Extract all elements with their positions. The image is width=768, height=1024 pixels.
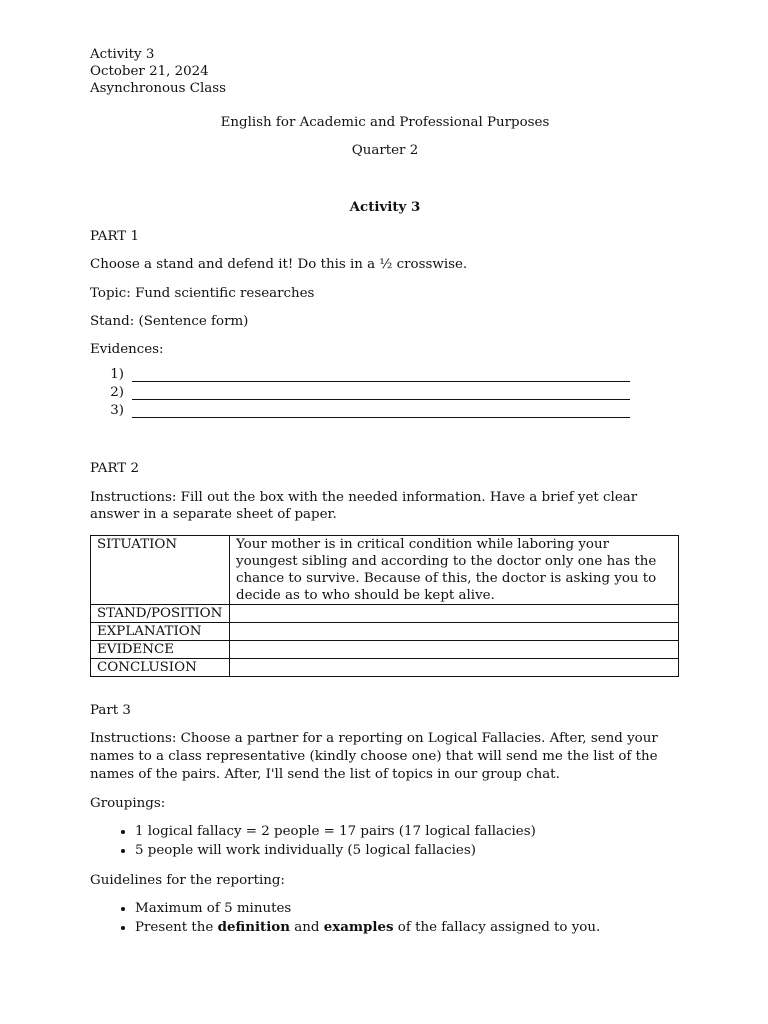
list-item: • 5 people will work individually (5 logical fallacies) [135,841,725,860]
guideline-text: and [289,920,324,935]
groupings-list [90,822,725,860]
quarter-label: Quarter 2 [351,143,419,158]
part3-heading: Part 3 [90,703,131,718]
part1-stand: Stand: (Sentence form) [90,314,249,329]
table-row [91,623,679,641]
part3-instructions: Instructions: Choose a partner for a reporting on Logical Fallacies. After, send your names to a class representative (kindly choose one) that will send me the list of the names of the pairs. After, I'll send the list of topics in our group chat. [90,731,658,782]
evidence-blank-row [90,364,680,382]
table-label-cell: EVIDENCE [91,641,230,659]
table-label-cell: STAND/POSITION [91,605,230,623]
course-title: English for Academic and Professional Purposes [220,115,550,130]
guideline-text: of the fallacy assigned to you. [393,920,601,935]
class-type-label: Asynchronous Class [90,81,227,96]
part2-heading: PART 2 [90,461,140,476]
list-item [135,918,725,937]
guidelines-label: Guidelines for the reporting: [90,873,285,888]
activity-label: Activity 3 [90,47,155,62]
evidence-number: 1) [110,367,124,382]
guideline-bold-term: examples [323,919,394,935]
guidelines-list [90,899,725,937]
part2-instructions: Instructions: Fill out the box with the needed information. Have a brief yet clear answer in a separate sheet of paper. [90,490,638,522]
part1-heading: PART 1 [90,229,140,244]
table-value-cell [230,623,679,641]
evidence-blank-line [132,386,630,400]
evidence-blanks [90,364,680,418]
table-value-cell: Your mother is in critical condition while laboring your youngest sibling and according to the doctor only one has the chance to survive. Because of this, the doctor is asking you to decide as to who should be kept alive. [230,536,679,605]
guideline-text: Present the [135,920,218,935]
document-page [90,46,680,935]
table-row [91,641,679,659]
evidence-blank-row [90,382,680,400]
table-label-cell: CONCLUSION [91,659,230,677]
situation-table [90,535,679,677]
page-title: Activity 3 [349,199,421,215]
table-value-cell [230,659,679,677]
table-value-cell [230,605,679,623]
evidence-number: 3) [110,403,124,418]
part1-topic: Topic: Fund scientific researches [90,286,315,301]
table-value-cell [230,641,679,659]
list-item: • Maximum of 5 minutes [135,899,725,918]
table-row [91,605,679,623]
part1-intro: Choose a stand and defend it! Do this in a ½ crosswise. [90,257,468,272]
list-item: • 1 logical fallacy = 2 people = 17 pairs (17 logical fallacies) [135,822,725,841]
table-row [91,536,679,605]
guideline-bold-term: definition [217,919,290,935]
evidence-number: 2) [110,385,124,400]
part1-evidences-label: Evidences: [90,342,164,357]
date-label: October 21, 2024 [90,64,209,79]
table-row [91,659,679,677]
groupings-label: Groupings: [90,796,166,811]
evidence-blank-line [132,368,630,382]
table-label-cell: EXPLANATION [91,623,230,641]
evidence-blank-row [90,400,680,418]
evidence-blank-line [132,404,630,418]
table-label-cell: SITUATION [91,536,230,605]
